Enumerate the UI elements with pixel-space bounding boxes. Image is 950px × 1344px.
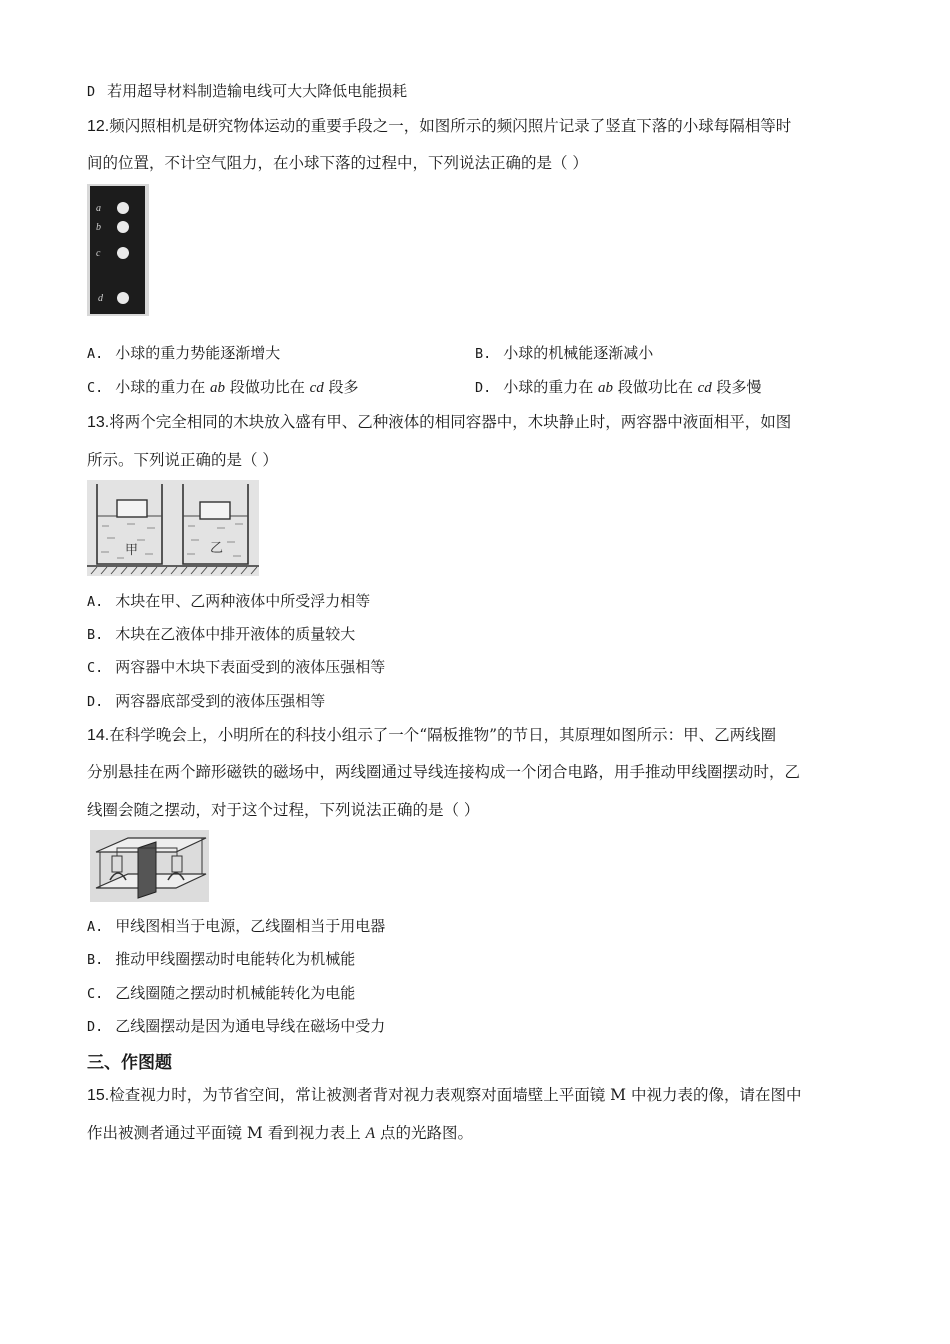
question-number: 13. (87, 414, 110, 431)
letter-c: c (96, 248, 101, 259)
question-number: 12. (87, 118, 110, 135)
block-left (117, 500, 147, 517)
q12-option-d: D. 小球的重力在 ab 段做功比在 cd 段多慢 (475, 378, 762, 396)
flash-photo-figure (87, 184, 149, 316)
q13-stem-line1: 13.将两个完全相同的木块放入盛有甲、乙种液体的相同容器中，木块静止时，两容器中液面相平，如图 (87, 413, 792, 431)
q15-stem-line2: 作出被测者通过平面镜 M 看到视力表上 A 点的光路图。 (87, 1124, 474, 1142)
q14-stem-line2: 分别悬挂在两个蹄形磁铁的磁场中，两线圈通过导线连接构成一个闭合电路，用手推动甲线圈摆动时，乙 (87, 763, 801, 781)
q14-option-d: D. 乙线圈摆动是因为通电导线在磁场中受力 (87, 1017, 386, 1035)
q14-stem-line1: 14.在科学晚会上，小明所在的科技小组示了一个“隔板推物”的节日，其原理如图所示：甲、乙两线圈 (87, 726, 777, 744)
option-text: 若用超导材料制造输电线可大大降低电能损耗 (107, 82, 408, 100)
q14-option-b: B. 推动甲线圈摆动时电能转化为机械能 (87, 950, 356, 968)
q13-option-a: A. 木块在甲、乙两种液体中所受浮力相等 (87, 592, 371, 610)
q13-option-b: B. 木块在乙液体中排开液体的质量较大 (87, 625, 356, 643)
q14-option-c: C. 乙线圈随之摆动时机械能转化为电能 (87, 984, 356, 1002)
q12-stem-line2: 间的位置，不计空气阻力，在小球下落的过程中，下列说法正确的是（ ） (87, 154, 588, 172)
q13-stem-line2: 所示。下列说正确的是（ ） (87, 451, 278, 469)
q14-option-a: A. 甲线图相当于电源，乙线圈相当于用电器 (87, 917, 386, 935)
q14-stem-line3: 线圈会随之摆动，对于这个过程，下列说法正确的是（ ） (87, 801, 480, 819)
option-label: D (87, 84, 96, 100)
figure-backdrop (87, 480, 259, 576)
floating-blocks-figure (87, 480, 259, 576)
label-yi: 乙 (210, 541, 224, 556)
question-number: 14. (87, 727, 110, 744)
q13-option-d: D. 两容器底部受到的液体压强相等 (87, 692, 326, 710)
label-jia: 甲 (125, 543, 139, 558)
q11-option-d (87, 80, 407, 101)
letter-b: b (96, 222, 101, 233)
section-heading: 三、作图题 (87, 1053, 172, 1073)
question-number: 15. (87, 1087, 110, 1104)
q12-stem-line1: 12.频闪照相机是研究物体运动的重要手段之一，如图所示的频闪照片记录了竖直下落的小球每隔相等时 (87, 117, 792, 135)
ball-d (117, 292, 129, 304)
ball-b (117, 221, 129, 233)
ball-a (117, 202, 129, 214)
letter-a: a (96, 203, 101, 214)
letter-d: d (98, 293, 103, 304)
q13-option-c: C. 两容器中木块下表面受到的液体压强相等 (87, 658, 386, 676)
q12-option-b: B. 小球的机械能逐渐减小 (475, 344, 654, 362)
block-right (200, 502, 230, 519)
ball-c (117, 247, 129, 259)
partition-board (138, 842, 156, 898)
q15-stem-line1: 15.检查视力时，为节省空间，常让被测者背对视力表观察对面墙壁上平面镜 M 中视力表的像，请在图中 (87, 1086, 802, 1104)
q12-option-a: A. 小球的重力势能逐渐增大 (87, 344, 281, 362)
coil-magnet-figure (90, 830, 209, 902)
q12-option-c: C. 小球的重力在 ab 段做功比在 cd 段多 (87, 378, 359, 396)
